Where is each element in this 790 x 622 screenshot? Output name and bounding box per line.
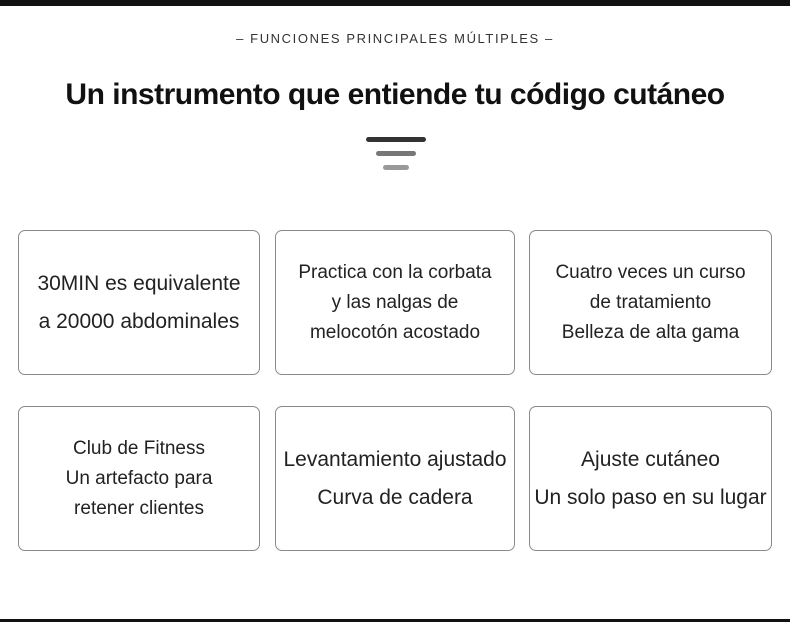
card-text-line: Belleza de alta gama xyxy=(561,321,740,343)
feature-card-abdominals xyxy=(18,230,260,375)
card-text-line: de tratamiento xyxy=(589,291,712,313)
feature-card-peach-buttocks xyxy=(275,230,515,375)
top-border xyxy=(0,0,790,6)
card-text-line: Cuatro veces un curso xyxy=(555,261,746,283)
card-text-line: y las nalgas de xyxy=(331,291,459,313)
card-text-line: Un solo paso en su lugar xyxy=(534,485,767,509)
feature-card-hip-curve xyxy=(275,406,515,551)
card-text-line: Levantamiento ajustado xyxy=(283,447,507,471)
card-text-line: Club de Fitness xyxy=(72,437,205,459)
card-text-line: Ajuste cutáneo xyxy=(581,447,720,471)
funnel-bar-top xyxy=(366,137,426,142)
funnel-bar-middle xyxy=(376,151,416,156)
card-text-line: Practica con la corbata xyxy=(298,261,492,283)
feature-card-fitness-club xyxy=(18,406,260,551)
section-eyebrow: – FUNCIONES PRINCIPALES MÚLTIPLES – xyxy=(236,31,554,46)
page-title: Un instrumento que entiende tu código cutáneo xyxy=(65,78,725,111)
card-text-line: Curva de cadera xyxy=(317,485,473,509)
feature-card-treatment-course xyxy=(529,230,772,375)
feature-card-skin-adjust xyxy=(529,406,772,551)
card-text-line: Un artefacto para xyxy=(65,467,213,489)
funnel-bar-bottom xyxy=(383,165,409,170)
card-text-line: a 20000 abdominales xyxy=(38,309,240,333)
card-text-line: melocotón acostado xyxy=(309,321,481,343)
card-text-line: 30MIN es equivalente xyxy=(37,271,241,295)
funnel-icon xyxy=(366,137,426,173)
card-text-line: retener clientes xyxy=(74,497,204,519)
